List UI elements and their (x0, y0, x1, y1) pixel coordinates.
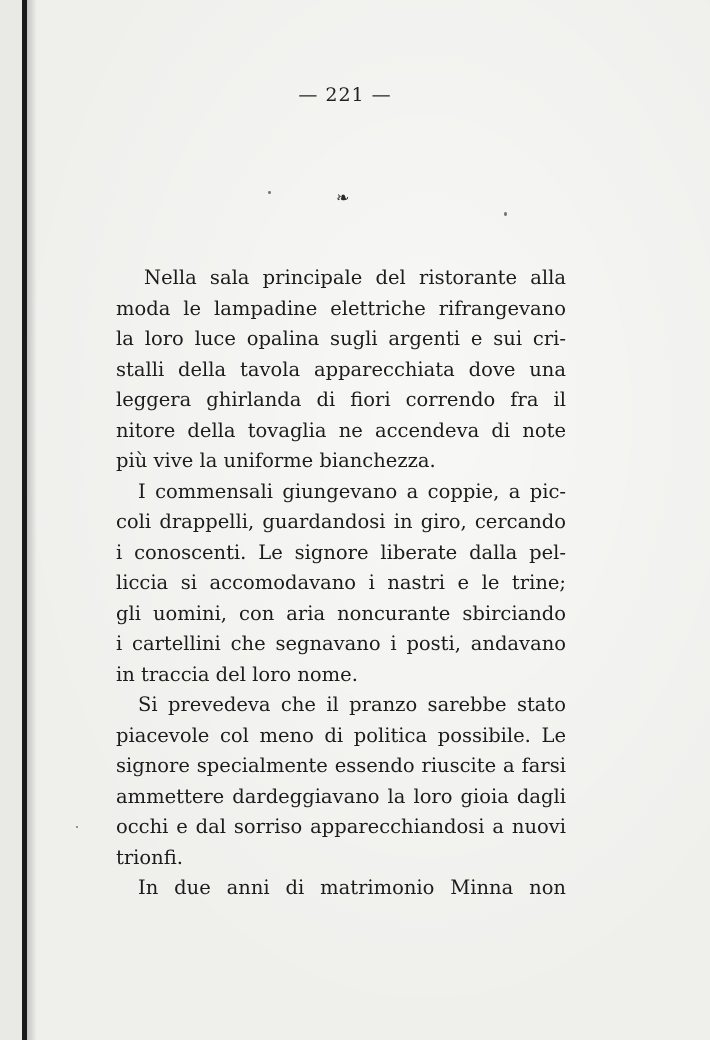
paragraph-3 (116, 690, 566, 873)
paragraph-4 (116, 873, 566, 904)
text-line: i cartellini che segnavano i posti, andavano (116, 632, 566, 655)
text-line: coli drappelli, guardandosi in giro, cercando (116, 510, 566, 533)
text-line: In due anni di matrimonio Minna non (138, 876, 566, 899)
text-line: moda le lampadine elettriche rifrangevano (116, 296, 566, 320)
binding-shadow (27, 0, 37, 1040)
text-line: ammettere dardeggiavano la loro gioia dagli (116, 784, 566, 808)
text-line: i conoscenti. Le signore liberate dalla pel- (116, 540, 566, 564)
ink-speck (504, 212, 507, 216)
text-line: piacevole col meno di politica possibile. Le (116, 723, 566, 747)
text-line: Nella sala principale del ristorante alla (144, 266, 566, 289)
text-line: stalli della tavola apparecchiata dove una (116, 357, 566, 381)
text-line: nitore della tovaglia ne accendeva di note (116, 418, 566, 442)
text-line: leggera ghirlanda di fiori correndo fra il (116, 388, 566, 411)
text-line: gli uomini, con aria noncurante sbirciando (116, 601, 566, 625)
ink-speck (76, 826, 78, 828)
text-line: liccia si accomodavano i nastri e le trine; (116, 571, 566, 594)
text-line: Si prevedeva che il pranzo sarebbe stato (138, 693, 566, 716)
body-text (116, 263, 566, 904)
text-line: più vive la uniforme bianchezza. (116, 449, 436, 472)
section-ornament: ❧ (336, 188, 350, 207)
text-line: occhi e dal sorriso apparecchiandosi a nuovi (116, 815, 566, 838)
page-number: — 221 — (298, 84, 392, 106)
paragraph-2 (116, 477, 566, 691)
text-line: la loro luce opalina sugli argenti e sui cri- (116, 327, 566, 350)
paragraph-1 (116, 263, 566, 477)
text-line: signore specialmente essendo riuscite a farsi (116, 754, 566, 777)
text-line: in traccia del loro nome. (116, 662, 358, 686)
text-line: trionfi. (116, 845, 183, 869)
text-line: I commensali giungevano a coppie, a pic- (138, 479, 566, 503)
ink-speck (268, 191, 271, 194)
page-margin-strip (0, 0, 22, 1040)
